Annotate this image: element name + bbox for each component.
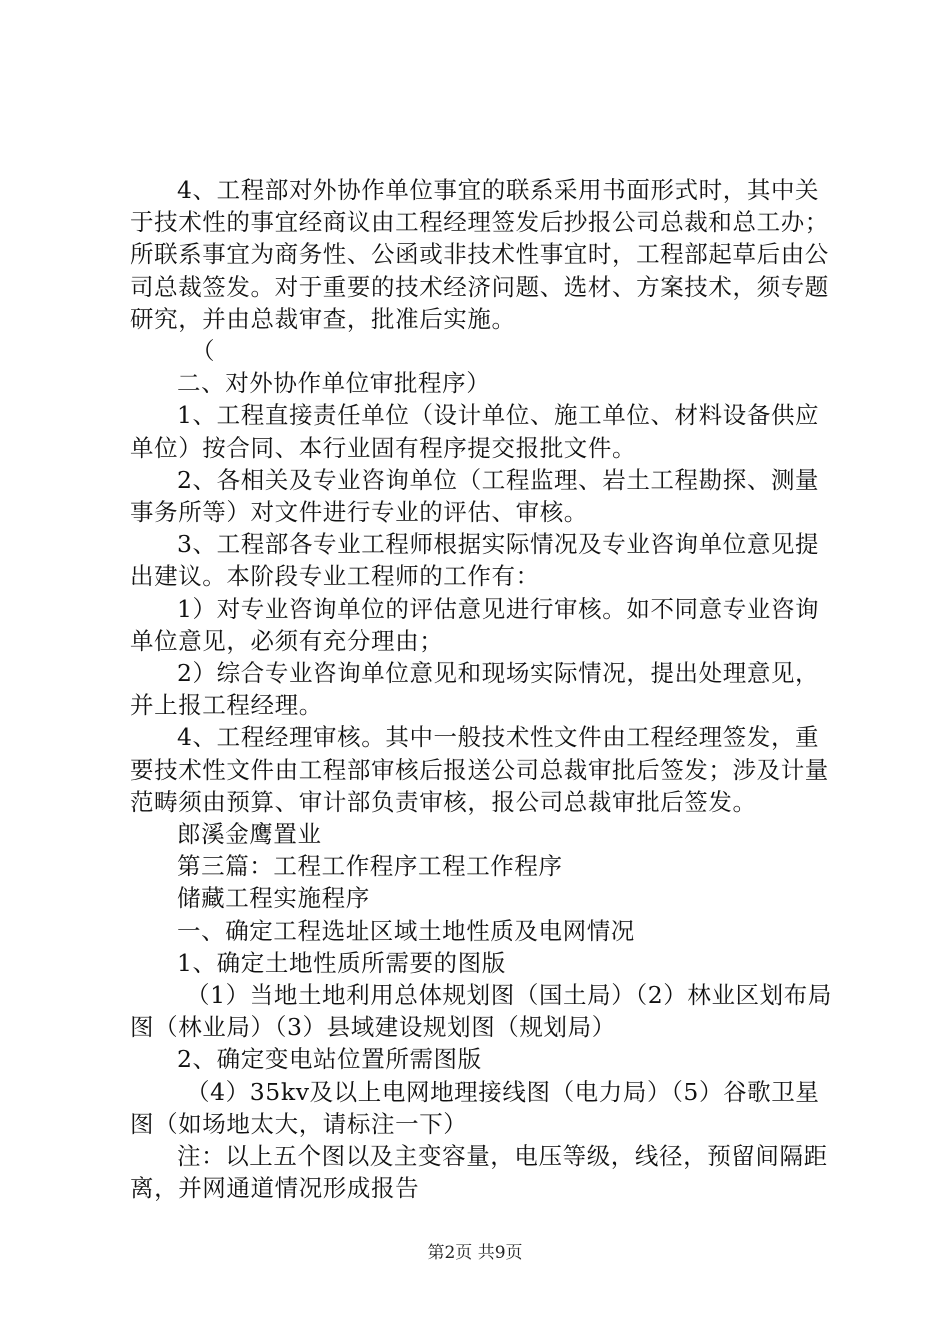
paragraph-map-list-1: （1）当地土地利用总体规划图（国土局）（2）林业区划布局图（林业局）（3）县域建设规划图（规划局） [130, 981, 832, 1042]
paragraph-map-list-2: （4）35kv及以上电网地理接线图（电力局）（5）谷歌卫星图（如场地太大，请标注一下） [130, 1077, 820, 1138]
paragraph-item-2: 2、各相关及专业咨询单位（工程监理、岩土工程勘探、测量事务所等）对文件进行专业的评估、审核。 [130, 465, 820, 527]
paragraph-item-4: 4、工程经理审核。其中一般技术性文件由工程经理签发，重要技术性文件由工程部审核后报送公司总裁审批后签发；涉及计量范畴须由预算、审计部负责审核，报公司总裁审批后签发。 [130, 723, 829, 816]
heading-storage-project: 储藏工程实施程序 [177, 884, 370, 913]
heading-approval-procedure: 二、对外协作单位审批程序） [177, 369, 491, 398]
page-number: 第2页 共9页 [427, 1243, 523, 1263]
paragraph-contact-procedure: 4、工程部对外协作单位事宜的联系采用书面形式时，其中关于技术性的事宜经商议由工程经理签发后抄报公司总裁和总工办；所联系事宜为商务性、公函或非技术性事宜时，工程部起草后由公司总裁签发。对于重要的技术经济问题、选材、方案技术，须专题研究，并由总裁审查，批准后实施。 [130, 176, 829, 333]
paragraph-substation-maps: 2、确定变电站位置所需图版 [177, 1045, 482, 1074]
paragraph-item-3: 3、工程部各专业工程师根据实际情况及专业咨询单位意见提出建议。本阶段专业工程师的工作有： [130, 530, 820, 591]
company-name: 郎溪金鹰置业 [177, 820, 322, 849]
heading-site-selection: 一、确定工程选址区域土地性质及电网情况 [177, 916, 635, 945]
paragraph-subitem-2: 2）综合专业咨询单位意见和现场实际情况，提出处理意见，并上报工程经理。 [130, 659, 820, 720]
paragraph-open-paren: （ [191, 337, 216, 366]
paragraph-note: 注：以上五个图以及主变容量，电压等级，线径，预留间隔距离，并网通道情况形成报告 [130, 1142, 828, 1203]
paragraph-item-1: 1、工程直接责任单位（设计单位、施工单位、材料设备供应单位）按合同、本行业固有程序提交报批文件。 [130, 401, 820, 462]
paragraph-subitem-1: 1）对专业咨询单位的评估意见进行审核。如不同意专业咨询单位意见，必须有充分理由； [130, 594, 820, 655]
paragraph-land-maps: 1、确定土地性质所需要的图版 [177, 948, 506, 977]
document-body [130, 174, 835, 1205]
heading-part-three: 第三篇：工程工作程序工程工作程序 [177, 852, 563, 881]
